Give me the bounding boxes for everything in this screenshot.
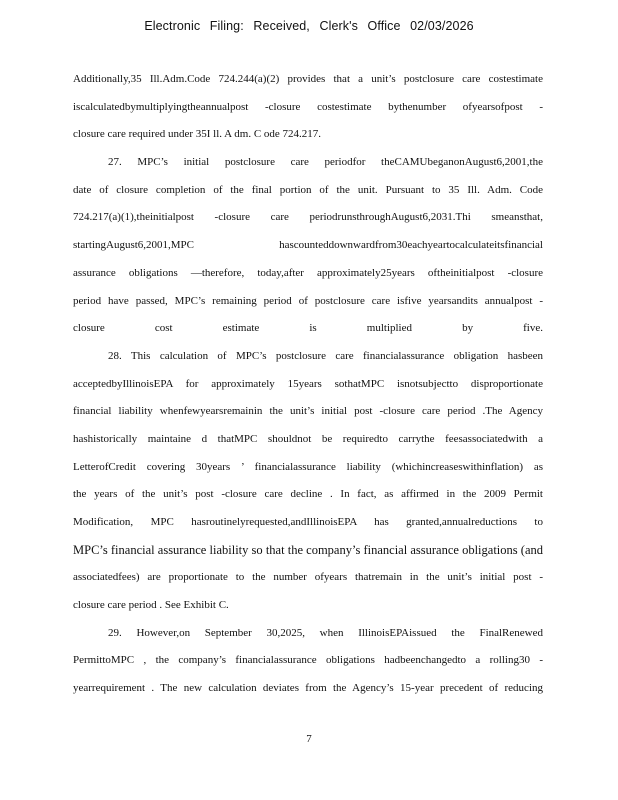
text-line: financial liability whenfewyearsremainin the unit’s initial post -closure care period .The Agency [73, 405, 543, 418]
text-line: hashistorically maintaine d thatMPC shouldnot be requiredto carrythe feesassociatedwith a [73, 432, 543, 445]
text-line: iscalculatedbymultiplyingtheannualpost -closure costestimate bythenumber ofyearsofpost - [73, 100, 543, 113]
text-line: MPC’s financial assurance liability so that the company’s financial assurance obligations (and [73, 542, 543, 557]
text-line: LetterofCredit covering 30years ’ financialassurance liability (whichincreaseswithinflation) as [73, 460, 543, 473]
paragraph-29-start: 29. However,on September 30,2025, when IllinoisEPAissued the FinalRenewed [108, 626, 543, 639]
text-line: acceptedbyIllinoisEPA for approximately 15years sothatMPC isnotsubjectto disproportionate [73, 377, 543, 390]
paragraph-28-start: 28. This calculation of MPC’s postclosure care financialassurance obligation hasbeen [108, 349, 543, 362]
text-line: Modification, MPC hasroutinelyrequested,andIllinoisEPA has granted,annualreductions to [73, 516, 543, 528]
text-line: 724.217(a)(1),theinitialpost -closure care periodrunsthroughAugust6,2031.Thi smeansthat, [73, 211, 543, 224]
text-line: startingAugust6,2001,MPC hascounteddownwardfrom30eachyeartocalculateitsfinancial [73, 239, 543, 252]
text-line: associatedfees) are proportionate to the number ofyears thatremain in the unit’s initial post - [73, 571, 543, 584]
text-line: Additionally,35 Ill.Adm.Code 724.244(a)(2) provides that a unit’s postclosure care costestimate [73, 73, 543, 85]
text-line: date of closure completion of the final portion of the unit. Pursuant to 35 Ill. Adm. Code [73, 183, 543, 196]
text-line: period have passed, MPC’s remaining period of postclosure care isfive yearsandits annualpost - [73, 294, 543, 307]
text-line: closure cost estimate is multiplied by five. [73, 322, 543, 335]
paragraph-27-start: 27. MPC’s initial postclosure care periodfor theCAMUbeganonAugust6,2001,the [108, 156, 543, 169]
text-line: PermittoMPC , the company’s financialassurance obligations hadbeenchangedto a rolling30 - [73, 654, 543, 667]
text-line: assurance obligations —therefore, today,after approximately25years oftheinitialpost -closure [73, 266, 543, 279]
page-number: 7 [306, 733, 312, 745]
document-body [73, 66, 543, 703]
electronic-filing-stamp: Electronic Filing: Received, Clerk's Office 02/03/2026 [144, 19, 474, 33]
text-line: the years of the unit’s post -closure care decline . In fact, as affirmed in the 2009 Permit [73, 488, 543, 501]
text-line: closure care period . See Exhibit C. [73, 599, 229, 612]
text-line: closure care required under 35I ll. A dm. C ode 724.217. [73, 128, 322, 141]
text-line: yearrequirement . The new calculation deviates from the Agency’s 15-year precedent of reducing [73, 682, 543, 695]
